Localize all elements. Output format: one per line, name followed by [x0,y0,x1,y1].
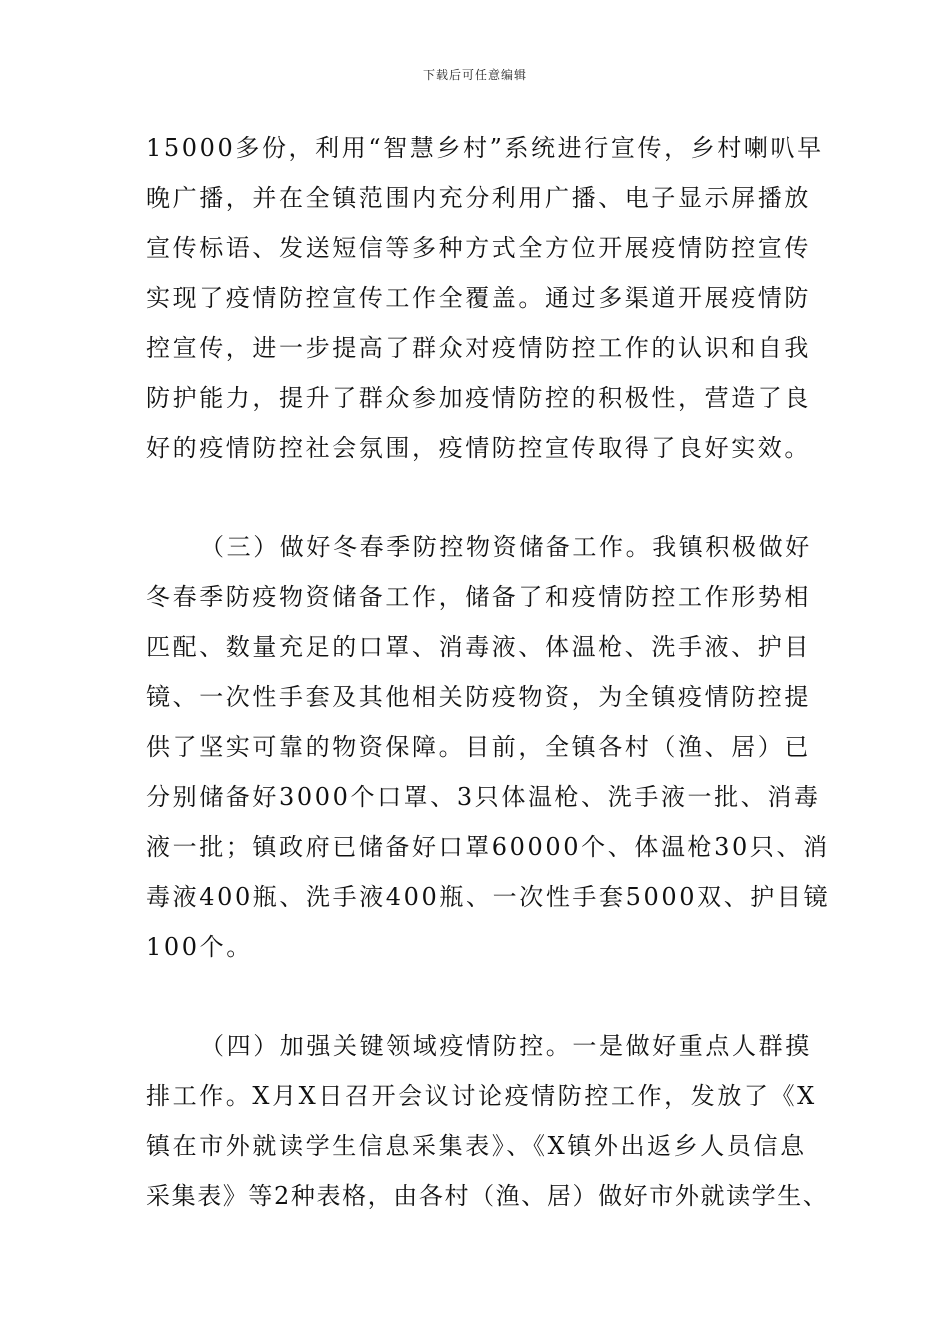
paragraph-line: 100个。 [146,933,253,961]
paragraph-line: 镇在市外就读学生信息采集表》、《X镇外出返乡人员信息 [146,1132,807,1160]
paragraph-line: 控宣传，进一步提高了群众对疫情防控工作的认识和自我 [146,334,811,362]
paragraph-line: 好的疫情防控社会氛围，疫情防控宣传取得了良好实效。 [146,434,811,462]
paragraph-line: 匹配、数量充足的口罩、消毒液、体温枪、洗手液、护目 [146,633,811,661]
paragraph-line: 15000多份，利用“智慧乡村”系统进行宣传，乡村喇叭早 [146,134,824,162]
paragraph-line: （三）做好冬春季防控物资储备工作。我镇积极做好 [200,533,812,561]
paragraph-line: 防护能力，提升了群众参加疫情防控的积极性，营造了良 [146,384,811,412]
paragraph-line: （四）加强关键领域疫情防控。一是做好重点人群摸 [200,1032,812,1060]
paragraph-line: 实现了疫情防控宣传工作全覆盖。通过多渠道开展疫情防 [146,284,811,312]
paragraph-line: 冬春季防疫物资储备工作，储备了和疫情防控工作形势相 [146,583,811,611]
paragraph-line: 晚广播，并在全镇范围内充分利用广播、电子显示屏播放 [146,184,811,212]
paragraph-line: 液一批；镇政府已储备好口罩60000个、体温枪30只、消 [146,833,830,861]
paragraph-line: 宣传标语、发送短信等多种方式全方位开展疫情防控宣传 [146,234,811,262]
paragraph-line: 采集表》等2种表格，由各村（渔、居）做好市外就读学生、 [146,1182,829,1210]
paragraph-line: 供了坚实可靠的物资保障。目前，全镇各村（渔、居）已 [146,733,811,761]
paragraph-line: 排工作。X月X日召开会议讨论疫情防控工作，发放了《X [146,1082,817,1110]
paragraph-line: 镜、一次性手套及其他相关防疫物资，为全镇疫情防控提 [146,683,811,711]
paragraph-line: 毒液400瓶、洗手液400瓶、一次性手套5000双、护目镜 [146,883,831,911]
page-header: 下载后可任意编辑 [422,68,527,82]
paragraph-line: 分别储备好3000个口罩、3只体温枪、洗手液一批、消毒 [146,783,821,811]
